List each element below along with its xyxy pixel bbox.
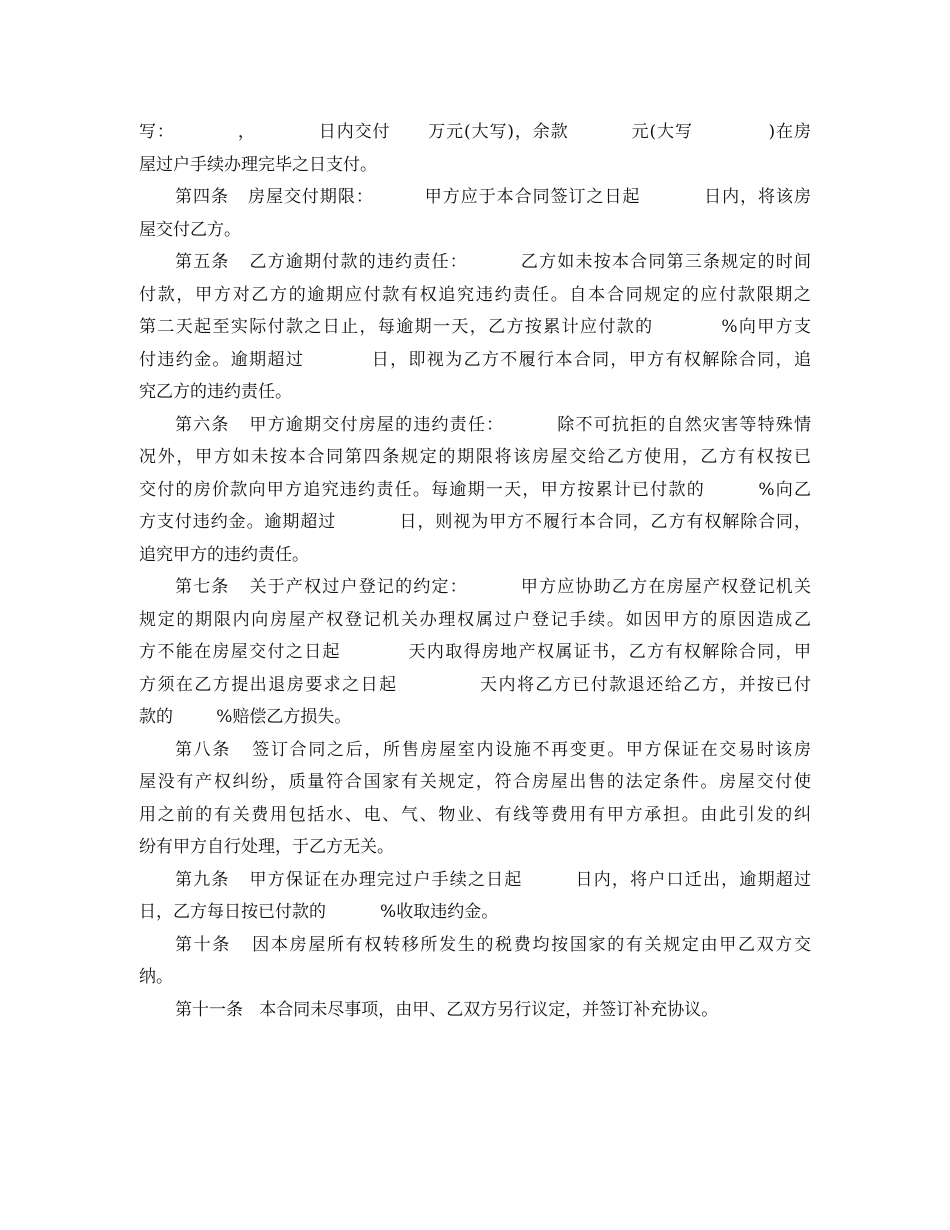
text-line: 方须在乙方提出退房要求之日起 天内将乙方已付款退还给乙方，并按已付 <box>139 674 811 695</box>
text-line: 纷有甲方自行处理，于乙方无关。 <box>139 837 394 857</box>
text-line: 付款，甲方对乙方的逾期应付款有权追究违约责任。自本合同规定的应付款限期之 <box>139 284 811 305</box>
text-line: 方支付违约金。逾期超过 日，则视为甲方不履行本合同，乙方有权解除合同， <box>139 512 811 532</box>
text-line: 写： ， 日内交付 万元(大写)，余款 元(大写 )在房 <box>139 122 811 142</box>
text-line: 第八条 签订合同之后，所售房屋室内设施不再变更。甲方保证在交易时该房 <box>175 739 811 760</box>
text-line: 屋过户手续办理完毕之日支付。 <box>139 154 377 175</box>
text-line: 第二天起至实际付款之日止，每逾期一天，乙方按累计应付款的 %向甲方支 <box>139 317 811 337</box>
text-line: 交付的房价款向甲方追究违约责任。每逾期一天，甲方按累计已付款的 %向乙 <box>139 479 811 500</box>
text-line: 第五条 乙方逾期付款的违约责任： 乙方如未按本合同第三条规定的时间 <box>175 252 811 272</box>
text-line: 纳。 <box>139 967 173 987</box>
text-line: 方不能在房屋交付之日起 天内取得房地产权属证书，乙方有权解除合同，甲 <box>139 642 811 662</box>
text-line: 日，乙方每日按已付款的 %收取违约金。 <box>139 902 499 922</box>
text-line: 用之前的有关费用包括水、电、气、物业、有线等费用有甲方承担。由此引发的纠 <box>139 804 811 825</box>
text-line: 第七条 关于产权过户登记的约定： 甲方应协助乙方在房屋产权登记机关 <box>175 577 811 597</box>
text-line: 第九条 甲方保证在办理完过户手续之日起 日内，将户口迁出，逾期超过 <box>175 869 811 890</box>
text-line: 第四条 房屋交付期限： 甲方应于本合同签订之日起 日内，将该房 <box>175 187 811 207</box>
text-line: 究乙方的违约责任。 <box>139 382 292 402</box>
text-line: 屋交付乙方。 <box>139 219 241 240</box>
text-line: 款的 %赔偿乙方损失。 <box>139 707 352 727</box>
text-line: 况外，甲方如未按本合同第四条规定的期限将该房屋交给乙方使用，乙方有权按已 <box>139 447 811 467</box>
text-line: 第十一条 本合同未尽事项，由甲、乙双方另行议定，并签订补充协议。 <box>175 999 719 1020</box>
text-line: 第十条 因本房屋所有权转移所发生的税费均按国家的有关规定由甲乙双方交 <box>175 934 811 955</box>
contract-body <box>139 116 811 1026</box>
text-line: 屋没有产权纠纷，质量符合国家有关规定，符合房屋出售的法定条件。房屋交付使 <box>139 772 811 792</box>
text-line: 追究甲方的违约责任。 <box>139 544 309 565</box>
text-line: 规定的期限内向房屋产权登记机关办理权属过户登记手续。如因甲方的原因造成乙 <box>139 609 811 630</box>
text-line: 付违约金。逾期超过 日，即视为乙方不履行本合同，甲方有权解除合同，追 <box>139 349 811 370</box>
text-line: 第六条 甲方逾期交付房屋的违约责任： 除不可抗拒的自然灾害等特殊情 <box>175 414 811 435</box>
